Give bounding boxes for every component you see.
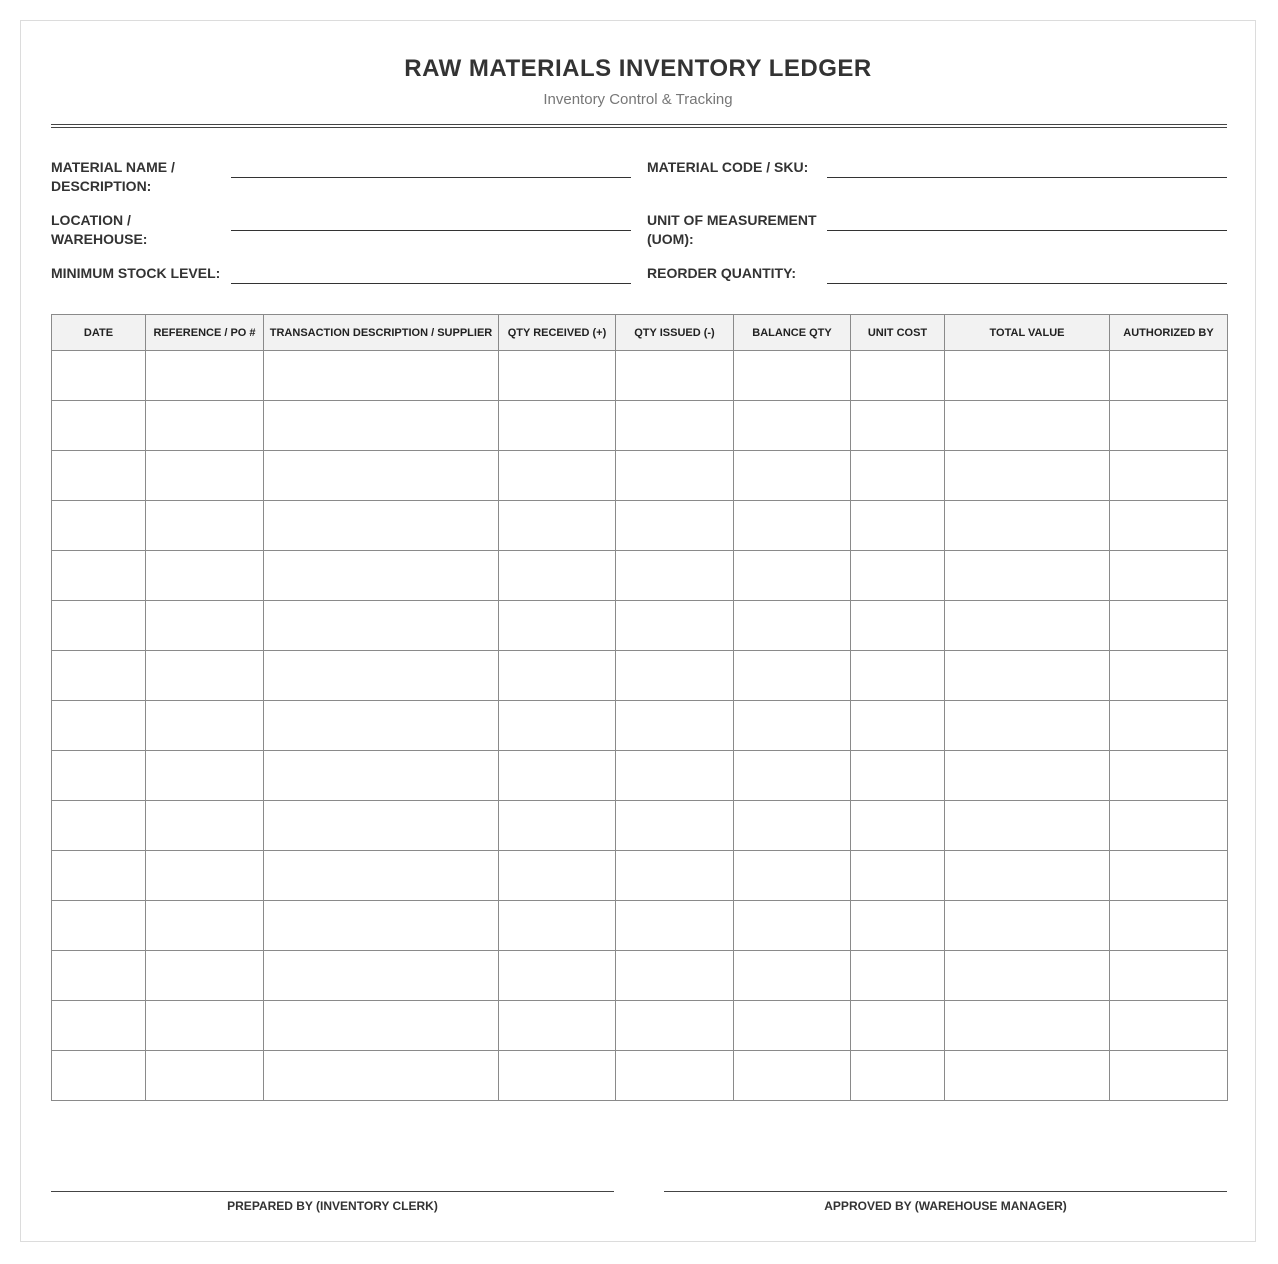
table-cell[interactable] — [851, 751, 945, 801]
table-cell[interactable] — [146, 951, 264, 1001]
column-header-total-value: TOTAL VALUE — [945, 315, 1110, 351]
table-cell[interactable] — [1110, 851, 1228, 901]
table-cell[interactable] — [734, 901, 851, 951]
table-cell[interactable] — [1110, 801, 1228, 851]
table-cell[interactable] — [1110, 551, 1228, 601]
table-cell[interactable] — [146, 1001, 264, 1051]
table-cell[interactable] — [734, 1001, 851, 1051]
table-cell[interactable] — [1110, 401, 1228, 451]
table-cell[interactable] — [499, 801, 616, 851]
table-cell[interactable] — [734, 851, 851, 901]
table-cell[interactable] — [734, 701, 851, 751]
table-cell[interactable] — [146, 401, 264, 451]
table-cell[interactable] — [851, 801, 945, 851]
table-cell[interactable] — [499, 1001, 616, 1051]
table-cell[interactable] — [499, 401, 616, 451]
table-cell[interactable] — [851, 651, 945, 701]
table-cell[interactable] — [1110, 1001, 1228, 1051]
table-cell[interactable] — [499, 1051, 616, 1101]
material-code-label: MATERIAL CODE / SKU: — [647, 159, 809, 175]
ledger-table — [51, 314, 1228, 1101]
page-subtitle: Inventory Control & Tracking — [543, 91, 733, 108]
table-cell[interactable] — [616, 401, 734, 451]
table-cell[interactable] — [499, 901, 616, 951]
uom-label: UNIT OF MEASUREMENT (UOM): — [647, 212, 817, 247]
table-cell[interactable] — [146, 851, 264, 901]
table-cell[interactable] — [499, 601, 616, 651]
table-cell[interactable] — [146, 801, 264, 851]
table-cell[interactable] — [616, 751, 734, 801]
table-cell[interactable] — [52, 351, 146, 401]
table-cell[interactable] — [945, 901, 1110, 951]
min-stock-label: MINIMUM STOCK LEVEL: — [51, 265, 221, 281]
reorder-qty-label: REORDER QUANTITY: — [647, 265, 797, 281]
min-stock-field[interactable] — [231, 283, 631, 284]
table-cell[interactable] — [264, 601, 499, 651]
table-row — [52, 551, 1228, 601]
table-cell[interactable] — [499, 751, 616, 801]
table-cell[interactable] — [945, 651, 1110, 701]
table-cell[interactable] — [851, 601, 945, 651]
table-cell[interactable] — [851, 951, 945, 1001]
table-cell[interactable] — [1110, 501, 1228, 551]
title-divider-top — [51, 124, 1227, 125]
column-header-qty-received: QTY RECEIVED (+) — [499, 315, 616, 351]
table-cell[interactable] — [616, 1051, 734, 1101]
table-cell[interactable] — [499, 501, 616, 551]
table-cell[interactable] — [945, 551, 1110, 601]
table-cell[interactable] — [146, 451, 264, 501]
table-cell[interactable] — [945, 1051, 1110, 1101]
table-cell[interactable] — [945, 1001, 1110, 1051]
table-row — [52, 651, 1228, 701]
table-cell[interactable] — [1110, 1051, 1228, 1101]
table-cell[interactable] — [264, 801, 499, 851]
column-header-authorized-by: AUTHORIZED BY — [1110, 315, 1228, 351]
table-cell[interactable] — [264, 501, 499, 551]
table-cell[interactable] — [499, 551, 616, 601]
table-row — [52, 951, 1228, 1001]
column-header-balance-qty: BALANCE QTY — [734, 315, 851, 351]
table-cell[interactable] — [52, 601, 146, 651]
column-header-unit-cost: UNIT COST — [851, 315, 945, 351]
table-cell[interactable] — [851, 351, 945, 401]
table-row — [52, 601, 1228, 651]
table-cell[interactable] — [264, 351, 499, 401]
table-cell[interactable] — [616, 551, 734, 601]
table-cell[interactable] — [851, 901, 945, 951]
table-cell[interactable] — [264, 451, 499, 501]
table-cell[interactable] — [1110, 601, 1228, 651]
table-cell[interactable] — [499, 651, 616, 701]
table-cell[interactable] — [146, 351, 264, 401]
table-cell[interactable] — [734, 801, 851, 851]
table-cell[interactable] — [499, 851, 616, 901]
table-cell[interactable] — [616, 901, 734, 951]
table-cell[interactable] — [616, 701, 734, 751]
table-cell[interactable] — [851, 401, 945, 451]
material-name-field[interactable] — [231, 177, 631, 178]
table-cell[interactable] — [52, 851, 146, 901]
material-code-field[interactable] — [827, 177, 1227, 178]
ledger-body — [52, 351, 1228, 1101]
table-cell[interactable] — [851, 501, 945, 551]
table-cell[interactable] — [499, 951, 616, 1001]
table-cell[interactable] — [146, 701, 264, 751]
table-cell[interactable] — [851, 551, 945, 601]
table-cell[interactable] — [1110, 951, 1228, 1001]
table-cell[interactable] — [945, 601, 1110, 651]
approved-by-label: APPROVED BY (WAREHOUSE MANAGER) — [824, 1199, 1067, 1213]
table-cell[interactable] — [945, 401, 1110, 451]
table-cell[interactable] — [1110, 351, 1228, 401]
table-cell[interactable] — [52, 801, 146, 851]
table-cell[interactable] — [1110, 451, 1228, 501]
table-cell[interactable] — [146, 651, 264, 701]
table-row — [52, 901, 1228, 951]
table-cell[interactable] — [146, 1051, 264, 1101]
table-cell[interactable] — [52, 1051, 146, 1101]
table-cell[interactable] — [264, 651, 499, 701]
table-row — [52, 801, 1228, 851]
prepared-by-signature-line[interactable] — [51, 1191, 614, 1192]
table-cell[interactable] — [616, 801, 734, 851]
table-cell[interactable] — [264, 551, 499, 601]
table-cell[interactable] — [851, 451, 945, 501]
table-cell[interactable] — [52, 551, 146, 601]
table-cell[interactable] — [616, 951, 734, 1001]
table-row — [52, 1001, 1228, 1051]
location-label: LOCATION / WAREHOUSE: — [51, 212, 148, 247]
table-cell[interactable] — [851, 851, 945, 901]
table-cell[interactable] — [146, 551, 264, 601]
column-header-description: TRANSACTION DESCRIPTION / SUPPLIER — [264, 315, 499, 351]
table-cell[interactable] — [734, 651, 851, 701]
table-cell[interactable] — [945, 351, 1110, 401]
table-cell[interactable] — [52, 501, 146, 551]
table-cell[interactable] — [146, 751, 264, 801]
table-cell[interactable] — [264, 751, 499, 801]
table-cell[interactable] — [1110, 651, 1228, 701]
table-cell[interactable] — [264, 1001, 499, 1051]
table-cell[interactable] — [264, 851, 499, 901]
table-cell[interactable] — [264, 1051, 499, 1101]
table-cell[interactable] — [945, 701, 1110, 751]
table-cell[interactable] — [945, 501, 1110, 551]
table-cell[interactable] — [499, 701, 616, 751]
table-row — [52, 751, 1228, 801]
table-cell[interactable] — [146, 601, 264, 651]
table-cell[interactable] — [264, 951, 499, 1001]
table-cell[interactable] — [52, 651, 146, 701]
table-cell[interactable] — [851, 1001, 945, 1051]
location-field[interactable] — [231, 230, 631, 231]
table-cell[interactable] — [945, 851, 1110, 901]
table-header-row — [52, 315, 1228, 351]
uom-field[interactable] — [827, 230, 1227, 231]
table-cell[interactable] — [146, 901, 264, 951]
table-cell[interactable] — [52, 451, 146, 501]
table-cell[interactable] — [945, 451, 1110, 501]
table-cell[interactable] — [616, 501, 734, 551]
column-header-qty-issued: QTY ISSUED (-) — [616, 315, 734, 351]
table-cell[interactable] — [734, 1051, 851, 1101]
table-cell[interactable] — [734, 951, 851, 1001]
reorder-qty-field[interactable] — [827, 283, 1227, 284]
table-cell[interactable] — [616, 851, 734, 901]
table-cell[interactable] — [945, 751, 1110, 801]
table-cell[interactable] — [734, 351, 851, 401]
table-cell[interactable] — [1110, 901, 1228, 951]
table-cell[interactable] — [52, 1001, 146, 1051]
table-cell[interactable] — [264, 701, 499, 751]
table-cell[interactable] — [52, 951, 146, 1001]
table-row — [52, 501, 1228, 551]
approved-by-signature-line[interactable] — [664, 1191, 1227, 1192]
table-row — [52, 1051, 1228, 1101]
table-cell[interactable] — [734, 501, 851, 551]
column-header-date: DATE — [52, 315, 146, 351]
table-cell[interactable] — [616, 1001, 734, 1051]
table-row — [52, 701, 1228, 751]
table-cell[interactable] — [616, 451, 734, 501]
table-cell[interactable] — [945, 951, 1110, 1001]
table-row — [52, 851, 1228, 901]
table-cell[interactable] — [734, 551, 851, 601]
table-cell[interactable] — [734, 451, 851, 501]
table-cell[interactable] — [851, 701, 945, 751]
table-cell[interactable] — [52, 401, 146, 451]
table-cell[interactable] — [146, 501, 264, 551]
table-cell[interactable] — [499, 351, 616, 401]
table-cell[interactable] — [264, 401, 499, 451]
table-cell[interactable] — [616, 351, 734, 401]
table-row — [52, 351, 1228, 401]
material-name-label: MATERIAL NAME / DESCRIPTION: — [51, 159, 175, 194]
table-cell[interactable] — [52, 751, 146, 801]
table-cell[interactable] — [945, 801, 1110, 851]
table-cell[interactable] — [734, 601, 851, 651]
table-row — [52, 451, 1228, 501]
table-cell[interactable] — [616, 601, 734, 651]
page-title: RAW MATERIALS INVENTORY LEDGER — [404, 55, 872, 82]
table-cell[interactable] — [616, 651, 734, 701]
table-cell[interactable] — [264, 901, 499, 951]
ledger-page — [20, 20, 1256, 1242]
column-header-reference: REFERENCE / PO # — [146, 315, 264, 351]
table-cell[interactable] — [1110, 751, 1228, 801]
title-divider-bottom — [51, 127, 1227, 128]
table-cell[interactable] — [52, 901, 146, 951]
prepared-by-label: PREPARED BY (INVENTORY CLERK) — [227, 1199, 438, 1213]
table-cell[interactable] — [52, 701, 146, 751]
table-cell[interactable] — [734, 401, 851, 451]
table-row — [52, 401, 1228, 451]
table-cell[interactable] — [1110, 701, 1228, 751]
table-cell[interactable] — [499, 451, 616, 501]
table-cell[interactable] — [851, 1051, 945, 1101]
table-cell[interactable] — [734, 751, 851, 801]
